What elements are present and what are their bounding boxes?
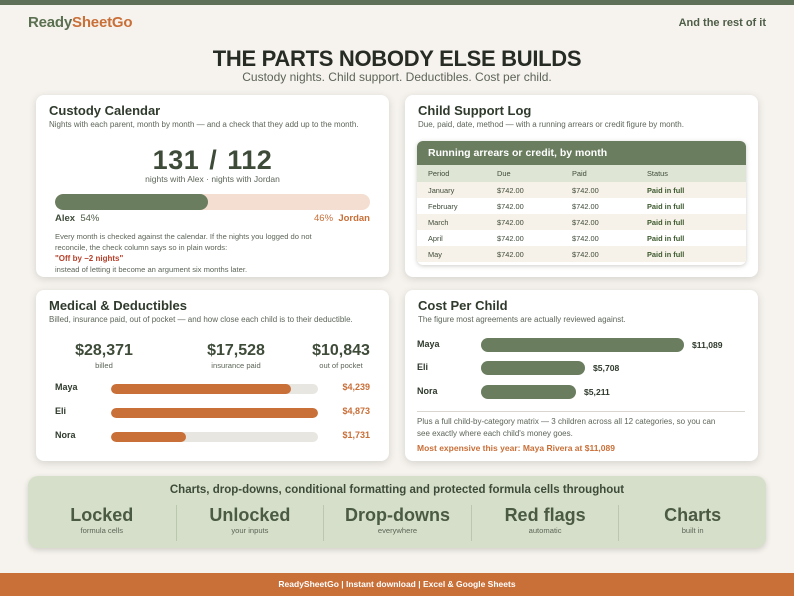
feature-title: Red flags bbox=[504, 505, 586, 525]
cost-value: $11,089 bbox=[692, 340, 723, 350]
table-body bbox=[417, 182, 746, 262]
features-title: Charts, drop-downs, conditional formatting and protected formula cells throughout bbox=[169, 484, 625, 496]
cell-status: Paid in full bbox=[647, 233, 685, 243]
card-description: Due, paid, date, method — with a running arrears or credit figure by month. bbox=[418, 120, 684, 129]
cell-due: $742.00 bbox=[497, 249, 524, 259]
divider bbox=[417, 411, 745, 412]
cell-period: February bbox=[428, 201, 458, 211]
cost-row-maya bbox=[417, 338, 747, 352]
feature-sub: automatic bbox=[528, 526, 562, 535]
child-name: Eli bbox=[55, 406, 67, 416]
brand-part1: Ready bbox=[28, 14, 73, 31]
child-support-card bbox=[405, 95, 758, 277]
alex-name: Alex bbox=[55, 213, 76, 224]
child-name: Maya bbox=[417, 339, 440, 349]
deductible-value: $4,239 bbox=[342, 382, 370, 392]
brand-part2: SheetGo bbox=[72, 14, 133, 31]
table-header-row bbox=[417, 165, 746, 182]
stat-insurance-paid bbox=[186, 342, 286, 370]
cell-paid: $742.00 bbox=[572, 217, 599, 227]
feature-locked bbox=[28, 505, 176, 541]
column-header-period: Period bbox=[428, 169, 450, 178]
cell-paid: $742.00 bbox=[572, 249, 599, 259]
deductible-fill bbox=[111, 432, 186, 442]
alex-nights: 131 bbox=[152, 145, 200, 175]
top-stripe bbox=[0, 0, 794, 5]
alex-pct: 54% bbox=[80, 213, 100, 224]
deductible-fill bbox=[111, 408, 318, 418]
deductible-row-eli bbox=[55, 406, 375, 418]
card-description: Billed, insurance paid, out of pocket — and how close each child is to their deductible. bbox=[49, 315, 353, 324]
feature-sub: everywhere bbox=[377, 526, 418, 535]
cell-period: May bbox=[428, 249, 442, 259]
off-by-flag: "Off by −2 nights" bbox=[55, 254, 124, 263]
jordan-name: Jordan bbox=[338, 213, 370, 224]
card-title: Custody Calendar bbox=[49, 103, 161, 118]
child-name: Nora bbox=[417, 386, 438, 396]
cost-bar bbox=[481, 338, 684, 352]
child-name: Eli bbox=[417, 362, 429, 372]
card-title: Medical & Deductibles bbox=[49, 298, 187, 313]
deductible-track bbox=[111, 432, 318, 442]
cell-status: Paid in full bbox=[647, 185, 685, 195]
feature-title: Drop-downs bbox=[344, 505, 450, 525]
stat-value: $17,528 bbox=[207, 342, 265, 359]
feature-sub: built in bbox=[681, 526, 704, 535]
cell-due: $742.00 bbox=[497, 233, 524, 243]
nights-labels bbox=[36, 174, 389, 184]
feature-title: Locked bbox=[70, 505, 134, 525]
features-list bbox=[28, 505, 766, 541]
page-title: THE PARTS NOBODY ELSE BUILDS bbox=[212, 46, 582, 71]
stat-label: billed bbox=[95, 361, 113, 370]
alex-share-label bbox=[55, 213, 99, 224]
deductible-value: $1,731 bbox=[342, 430, 370, 440]
feature-unlocked bbox=[176, 505, 324, 541]
table-row bbox=[417, 198, 746, 214]
deductible-row-nora bbox=[55, 430, 375, 442]
jordan-nights-label: nights with Jordan bbox=[211, 174, 280, 184]
feature-charts bbox=[618, 505, 766, 541]
cell-due: $742.00 bbox=[497, 201, 524, 211]
cost-row-nora bbox=[417, 385, 747, 399]
jordan-nights: 112 bbox=[227, 145, 273, 175]
jordan-pct: 46% bbox=[314, 213, 334, 224]
stat-value: $28,371 bbox=[75, 342, 133, 359]
cell-due: $742.00 bbox=[497, 185, 524, 195]
card-description: The figure most agreements are actually reviewed against. bbox=[418, 315, 626, 324]
table-row bbox=[417, 230, 746, 246]
page-subtitle: Custody nights. Child support. Deductibles. Cost per child. bbox=[242, 70, 552, 84]
tagline: And the rest of it bbox=[678, 17, 766, 29]
table-title: Running arrears or credit, by month bbox=[417, 141, 746, 165]
cell-paid: $742.00 bbox=[572, 201, 599, 211]
card-title: Child Support Log bbox=[418, 103, 532, 118]
features-band bbox=[28, 476, 766, 548]
column-header-paid: Paid bbox=[572, 169, 587, 178]
cell-period: January bbox=[428, 185, 455, 195]
label-separator: · bbox=[206, 174, 209, 184]
child-name: Maya bbox=[55, 382, 78, 392]
cost-bar bbox=[481, 361, 585, 375]
cell-status: Paid in full bbox=[647, 201, 685, 211]
feature-drop-downs bbox=[323, 505, 471, 541]
jordan-share-label bbox=[314, 213, 370, 224]
arrears-table bbox=[417, 141, 746, 265]
slash-divider: / bbox=[209, 145, 218, 175]
cell-period: April bbox=[428, 233, 443, 243]
custody-split-bar bbox=[55, 194, 370, 210]
deductible-fill bbox=[111, 384, 291, 394]
note-end: instead of letting it become an argument six months later. bbox=[55, 265, 248, 274]
stat-out-of-pocket bbox=[306, 342, 376, 370]
cell-due: $742.00 bbox=[497, 217, 524, 227]
footer-bar: ReadySheetGo | Instant download | Excel & Google Sheets bbox=[0, 573, 794, 596]
deductible-value: $4,873 bbox=[342, 406, 370, 416]
custody-calendar-card bbox=[36, 95, 389, 277]
table-row bbox=[417, 182, 746, 198]
nights-totals bbox=[36, 145, 389, 176]
feature-title: Charts bbox=[664, 505, 722, 525]
cell-paid: $742.00 bbox=[572, 233, 599, 243]
feature-red-flags bbox=[471, 505, 619, 541]
deductible-track bbox=[111, 408, 318, 418]
table-row bbox=[417, 214, 746, 230]
cell-paid: $742.00 bbox=[572, 185, 599, 195]
feature-sub: your inputs bbox=[231, 526, 269, 535]
feature-title: Unlocked bbox=[209, 505, 291, 525]
reconcile-note bbox=[55, 231, 315, 275]
note-text: Every month is checked against the calendar. If the nights you logged do not reconcile, the check column says so in plain words: bbox=[55, 232, 312, 252]
alex-share-fill bbox=[55, 194, 208, 210]
stat-label: insurance paid bbox=[211, 361, 261, 370]
cell-status: Paid in full bbox=[647, 249, 685, 259]
cost-row-eli bbox=[417, 361, 747, 375]
cost-value: $5,211 bbox=[584, 387, 610, 397]
stat-value: $10,843 bbox=[312, 342, 370, 359]
feature-sub: formula cells bbox=[80, 526, 124, 535]
column-header-due: Due bbox=[497, 169, 511, 178]
table-row bbox=[417, 246, 746, 262]
child-name: Nora bbox=[55, 430, 76, 440]
card-description: Nights with each parent, month by month — and a check that they add up to the month. bbox=[49, 120, 359, 129]
cell-status: Paid in full bbox=[647, 217, 685, 227]
medical-deductibles-card bbox=[36, 290, 389, 461]
deductible-track bbox=[111, 384, 318, 394]
alex-nights-label: nights with Alex bbox=[145, 174, 204, 184]
stat-label: out of pocket bbox=[319, 361, 363, 370]
stat-billed bbox=[69, 342, 139, 370]
column-header-status: Status bbox=[647, 169, 668, 178]
cost-per-child-card bbox=[405, 290, 758, 461]
brand-logo[interactable] bbox=[28, 14, 132, 31]
category-matrix-note: Plus a full child-by-category matrix — 3 children across all 12 categories, so you can see exactly where each child's money goes. bbox=[417, 417, 716, 438]
cell-period: March bbox=[428, 217, 449, 227]
cost-value: $5,708 bbox=[593, 363, 620, 373]
deductible-row-maya bbox=[55, 382, 375, 394]
most-expensive-highlight: Most expensive this year: Maya Rivera at $11,089 bbox=[417, 443, 615, 453]
cost-bar bbox=[481, 385, 576, 399]
card-title: Cost Per Child bbox=[418, 298, 508, 313]
